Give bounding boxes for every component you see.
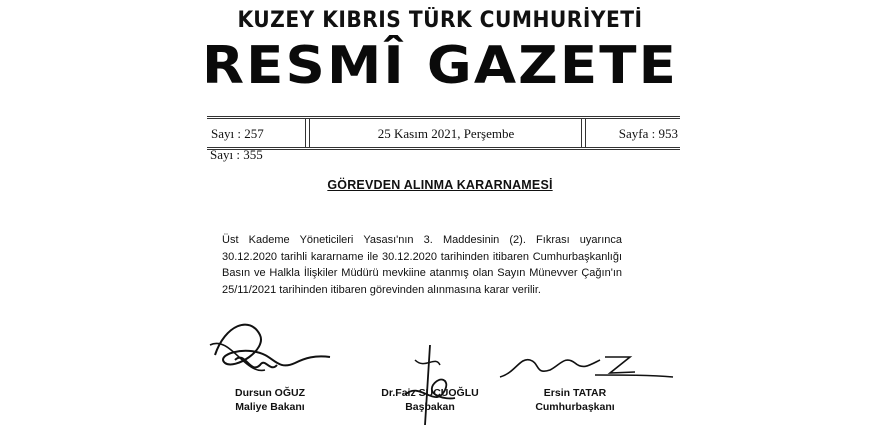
gazette-title: RESMÎ GAZETE [201, 36, 679, 96]
signatory-oguz [205, 386, 335, 414]
country-name: KUZEY KIBRIS TÜRK CUMHURİYETİ [237, 8, 643, 33]
signatory-tatar [505, 386, 645, 414]
signature-sucuoglu [385, 340, 475, 430]
issue-bar-divider [305, 119, 310, 147]
issue-bar-divider [581, 119, 586, 147]
issue-number: Sayı : 257 [211, 126, 264, 141]
signatory-role: Maliye Bakanı [235, 401, 305, 413]
signature-tatar [495, 345, 675, 385]
signatory-name: Dr.Faiz SUCUOĞLU [381, 387, 479, 399]
issue-date: 25 Kasım 2021, Perşembe [377, 126, 515, 141]
signature-oguz [205, 315, 335, 385]
signatory-sucuoglu [355, 386, 505, 414]
signatory-name: Ersin TATAR [543, 387, 607, 399]
signatory-role: Başbakan [405, 401, 455, 413]
signatory-name: Dursun OĞUZ [235, 387, 305, 399]
decree-number: Sayı : 355 [210, 147, 263, 162]
issue-bar [207, 116, 680, 150]
signatory-role: Cumhurbaşkanı [535, 401, 615, 413]
page-number: Sayfa : 953 [618, 126, 678, 141]
decree-title: GÖREVDEN ALINMA KARARNAMESİ [327, 178, 553, 192]
decree-body: Üst Kademe Yöneticileri Yasası'nın 3. Maddesinin (2). Fıkrası uyarınca 30.12.2020 tarihli kararname ile 30.12.2020 tarihinden itibaren Cumhurbaşkanlığı Basın ve Halkla İlişkiler Müdürü mevkiine atanmış olan Sayın Münevver Çağın'ın 25/11/2021 tarihinden itibaren görevinden alınmasına karar verilir. [222, 234, 622, 296]
